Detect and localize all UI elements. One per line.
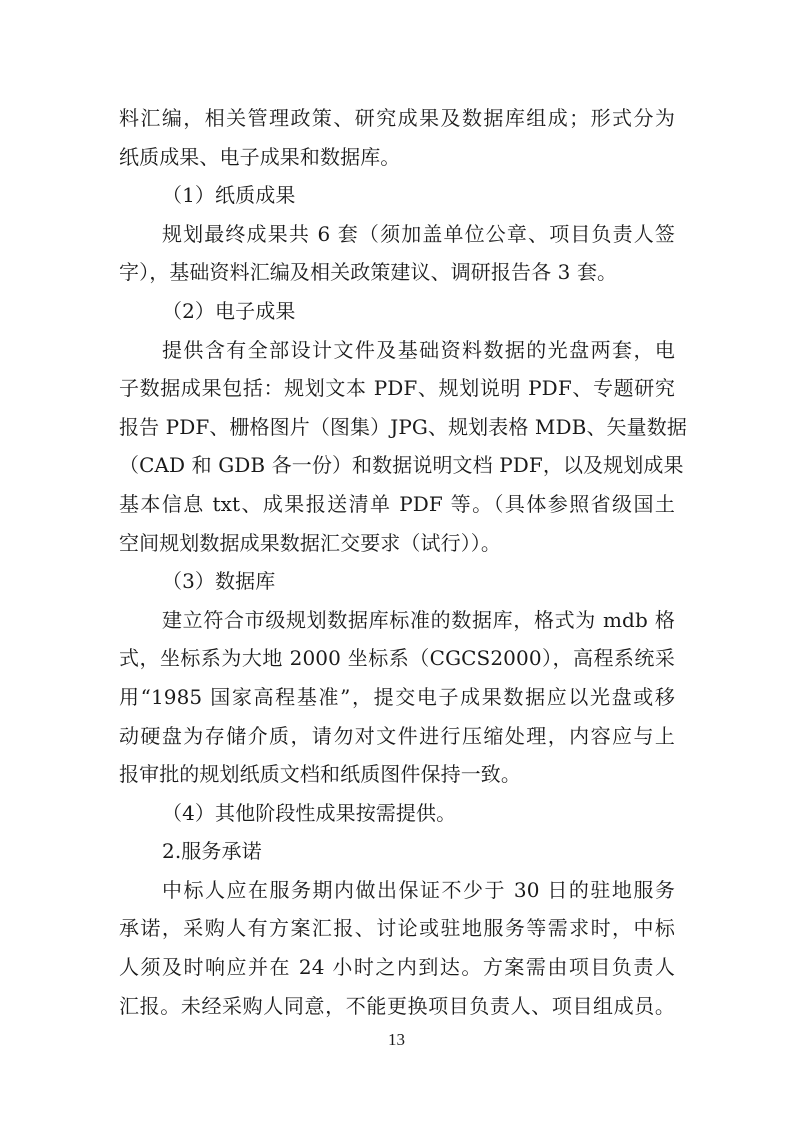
page-number: 13 [388,1030,405,1049]
paragraph-line: 承诺，采购人有方案汇报、讨论或驻地服务等需求时，中标 [119,916,675,941]
paragraph-line: 式，坐标系为大地 2000 坐标系（CGCS2000），高程系统采 [119,646,675,671]
paragraph-line: 建立符合市级规划数据库标准的数据库，格式为 mdb 格 [162,607,675,632]
paragraph-line: 子数据成果包括：规划文本 PDF、规划说明 PDF、专题研究 [119,376,675,401]
paragraph-line: 规划最终成果共 6 套（须加盖单位公章、项目负责人签 [162,221,675,246]
section-heading: （1）纸质成果 [162,183,296,208]
paragraph-line: 基本信息 txt、成果报送清单 PDF 等。（具体参照省级国土 [119,491,675,516]
paragraph-line: 提供含有全部设计文件及基础资料数据的光盘两套，电 [162,337,675,362]
section-heading: 2.服务承诺 [162,839,262,864]
paragraph-line: （CAD 和 GDB 各一份）和数据说明文档 PDF，以及规划成果 [119,453,684,478]
paragraph-line: 报审批的规划纸质文档和纸质图件保持一致。 [119,762,521,787]
paragraph-line: 用“1985 国家高程基准”，提交电子成果数据应以光盘或移 [119,684,675,709]
paragraph-line: 字），基础资料汇编及相关政策建议、调研报告各 3 套。 [119,260,618,285]
paragraph-line: 动硬盘为存储介质，请勿对文件进行压缩处理，内容应与上 [119,723,675,748]
section-heading: （4）其他阶段性成果按需提供。 [162,800,457,825]
paragraph-line: 料汇编，相关管理政策、研究成果及数据库组成；形式分为 [119,106,675,130]
paragraph-line: 空间规划数据成果数据汇交要求（试行））。 [119,530,501,555]
paragraph-line: 人须及时响应并在 24 小时之内到达。方案需由项目负责人 [119,955,675,980]
section-heading: （3）数据库 [162,569,276,594]
paragraph-line: 纸质成果、电子成果和数据库。 [119,144,401,169]
section-heading: （2）电子成果 [162,298,296,323]
paragraph-line: 中标人应在服务期内做出保证不少于 30 日的驻地服务 [162,877,675,902]
document-body [119,99,687,1025]
paragraph-line: 汇报。未经采购人同意，不能更换项目负责人、项目组成员。 [119,993,675,1018]
paragraph-line: 报告 PDF、栅格图片（图集）JPG、规划表格 MDB、矢量数据 [119,414,687,439]
